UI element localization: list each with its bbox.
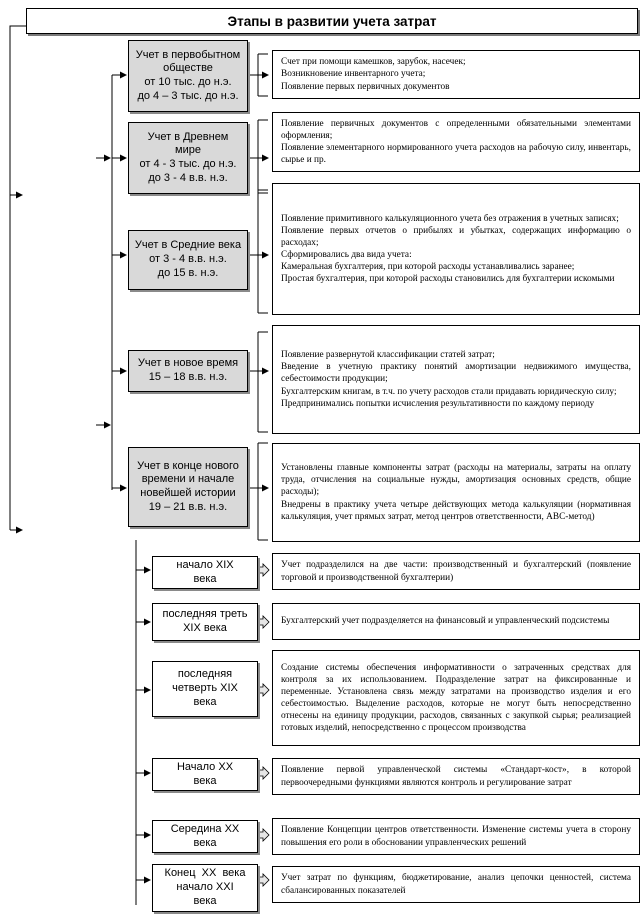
- description-line: Установлены главные компоненты затрат (расходы на материалы, затраты на оплату труда, отчисления на социальные нужды, амортизация основных средств, общие расходы);: [281, 463, 631, 498]
- era-line: 15 – 18 в.в. н.э.: [148, 371, 228, 383]
- period-box-last-third-19c: [152, 603, 258, 641]
- period-line: века: [193, 572, 217, 585]
- period-line: начало XXI: [176, 881, 234, 894]
- era-description-modern: [272, 325, 640, 434]
- era-line: до 15 в. н.э.: [157, 266, 219, 279]
- description-line: Возникновение инвентарного учета;: [281, 69, 426, 80]
- description-line: Камеральная бухгалтерия, при которой расходы устанавливались заранее;: [281, 262, 575, 273]
- period-line: последняя треть: [162, 608, 248, 621]
- diagram-title: Этапы в развитии учета затрат: [26, 8, 638, 34]
- era-line: Учет в конце нового: [137, 459, 239, 472]
- period-box-mid-20c: [152, 820, 258, 853]
- period-line: века: [193, 836, 217, 849]
- description-line: Бухгалтерским книгам, в т.ч. по учету расходов стали придавать юридическую силу;: [281, 386, 617, 397]
- description-line: Появление первой управленческой системы «Стандарт-кост», в которой первоочередными функциями являются контроль и регулирование затрат: [281, 765, 631, 788]
- description-line: Появление развернутой классификации статей затрат;: [281, 350, 495, 361]
- period-line: века: [193, 894, 217, 907]
- period-line: последняя: [177, 668, 233, 681]
- era-line: Учет в Средние века: [134, 239, 242, 252]
- era-line: Учет в Древнем: [147, 130, 229, 143]
- period-description-mid-20c: [272, 818, 640, 855]
- era-box-ancient: [128, 122, 248, 194]
- description-line: Введение в учетную практику понятий амортизации недвижимого имущества, себестоимости продукции;: [281, 362, 631, 385]
- description-line: Создание системы обеспечения информативности о затраченных средствах для контроля за их использованием. Подразделение затрат на фиксированные и переменные. Установлена связь между затратами на производство изделия и его себестоимостью. Выделение расходов, которые не могут быть непосредственно отнесены на единицу продукции, расходов, связанных с закупкой сырья; реализацией готовых изделий, непосредственно с процессом производства: [281, 662, 631, 734]
- era-box-contemporary: [128, 447, 248, 527]
- period-line: XIX века: [183, 622, 227, 634]
- era-line: от 4 - 3 тыс. до н.э.: [139, 158, 237, 170]
- period-description-late-20c-early-21c: [272, 866, 640, 903]
- description-line: Появление первых первичных документов: [281, 81, 450, 92]
- era-box-middle-ages: [128, 230, 248, 290]
- description-line: Появление первых отчетов о прибылях и убытках, содержащих информацию о расходах;: [281, 225, 631, 248]
- era-line: Учет в первобытном: [135, 48, 241, 61]
- description-line: Учет подразделился на две части: производственный и бухгалтерский (появление торговой и производственной бухгалтерии): [281, 560, 631, 583]
- era-description-primitive: [272, 50, 640, 99]
- period-description-last-quarter-19c: [272, 650, 640, 746]
- era-line: до 4 – 3 тыс. до н.э.: [137, 89, 239, 102]
- era-line: до 3 - 4 в.в. н.э.: [148, 171, 228, 184]
- era-line: времени и начале: [141, 473, 235, 486]
- description-line: Появление Концепции центров ответственности. Изменение системы учета в сторону повышения его роли в обосновании управленческих решений: [281, 825, 631, 848]
- description-line: Появление примитивного калькуляционного учета без отражения в учетных записях;: [281, 213, 619, 224]
- era-box-primitive: [128, 40, 248, 112]
- era-description-middle-ages: [272, 183, 640, 315]
- era-description-contemporary: [272, 443, 640, 542]
- period-box-early-19c: [152, 556, 258, 589]
- description-line: Появление первичных документов с определенными обязательными элементами оформления;: [281, 118, 631, 141]
- description-line: Внедрены в практику учета четыре действующих метода калькуляции (нормативная калькуляция, учет прямых затрат, метод центров ответственности, АВС-метод): [281, 499, 631, 522]
- era-description-ancient: [272, 112, 640, 172]
- period-line: века: [193, 774, 217, 787]
- description-line: Учет затрат по функциям, бюджетирование, анализ цепочки ценностей, система сбалансированных показателей: [281, 873, 631, 896]
- description-line: Бухгалтерский учет подразделяется на финансовый и управленческий подсистемы: [281, 616, 610, 627]
- period-line: Конец XX века: [164, 867, 246, 880]
- period-description-last-third-19c: [272, 603, 640, 640]
- period-line: Начало XX: [176, 760, 234, 773]
- description-line: Предпринимались попытки исчисления результативности по каждому периоду: [281, 398, 595, 409]
- era-line: мире: [175, 144, 201, 157]
- era-line: новейшей истории: [140, 487, 236, 499]
- period-description-early-20c: [272, 758, 640, 795]
- description-line: Появление элементарного нормированного учета расходов на рабочую силу, инвентарь, сырье и пр.: [281, 143, 631, 166]
- period-line: начало XIX: [176, 558, 234, 571]
- era-line: от 10 тыс. до н.э.: [144, 76, 232, 88]
- era-line: от 3 - 4 в.в. н.э.: [149, 253, 227, 266]
- period-box-late-20c-early-21c: [152, 864, 258, 912]
- era-line: обществе: [163, 62, 213, 75]
- era-line: Учет в новое время: [137, 357, 239, 370]
- era-line: 19 – 21 в.в. н.э.: [148, 500, 228, 513]
- description-line: Сформировались два вида учета:: [281, 250, 412, 260]
- period-line: Середина XX: [170, 822, 240, 835]
- description-line: Простая бухгалтерия, при которой расходы становились для бухгалтерии искомыми: [281, 274, 615, 285]
- period-line: века: [193, 695, 217, 708]
- period-box-last-quarter-19c: [152, 661, 258, 717]
- description-line: Счет при помощи камешков, зарубок, насечек;: [281, 57, 466, 68]
- period-description-early-19c: [272, 553, 640, 590]
- period-box-early-20c: [152, 758, 258, 791]
- era-box-modern: [128, 350, 248, 392]
- period-line: четверть XIX: [172, 682, 238, 695]
